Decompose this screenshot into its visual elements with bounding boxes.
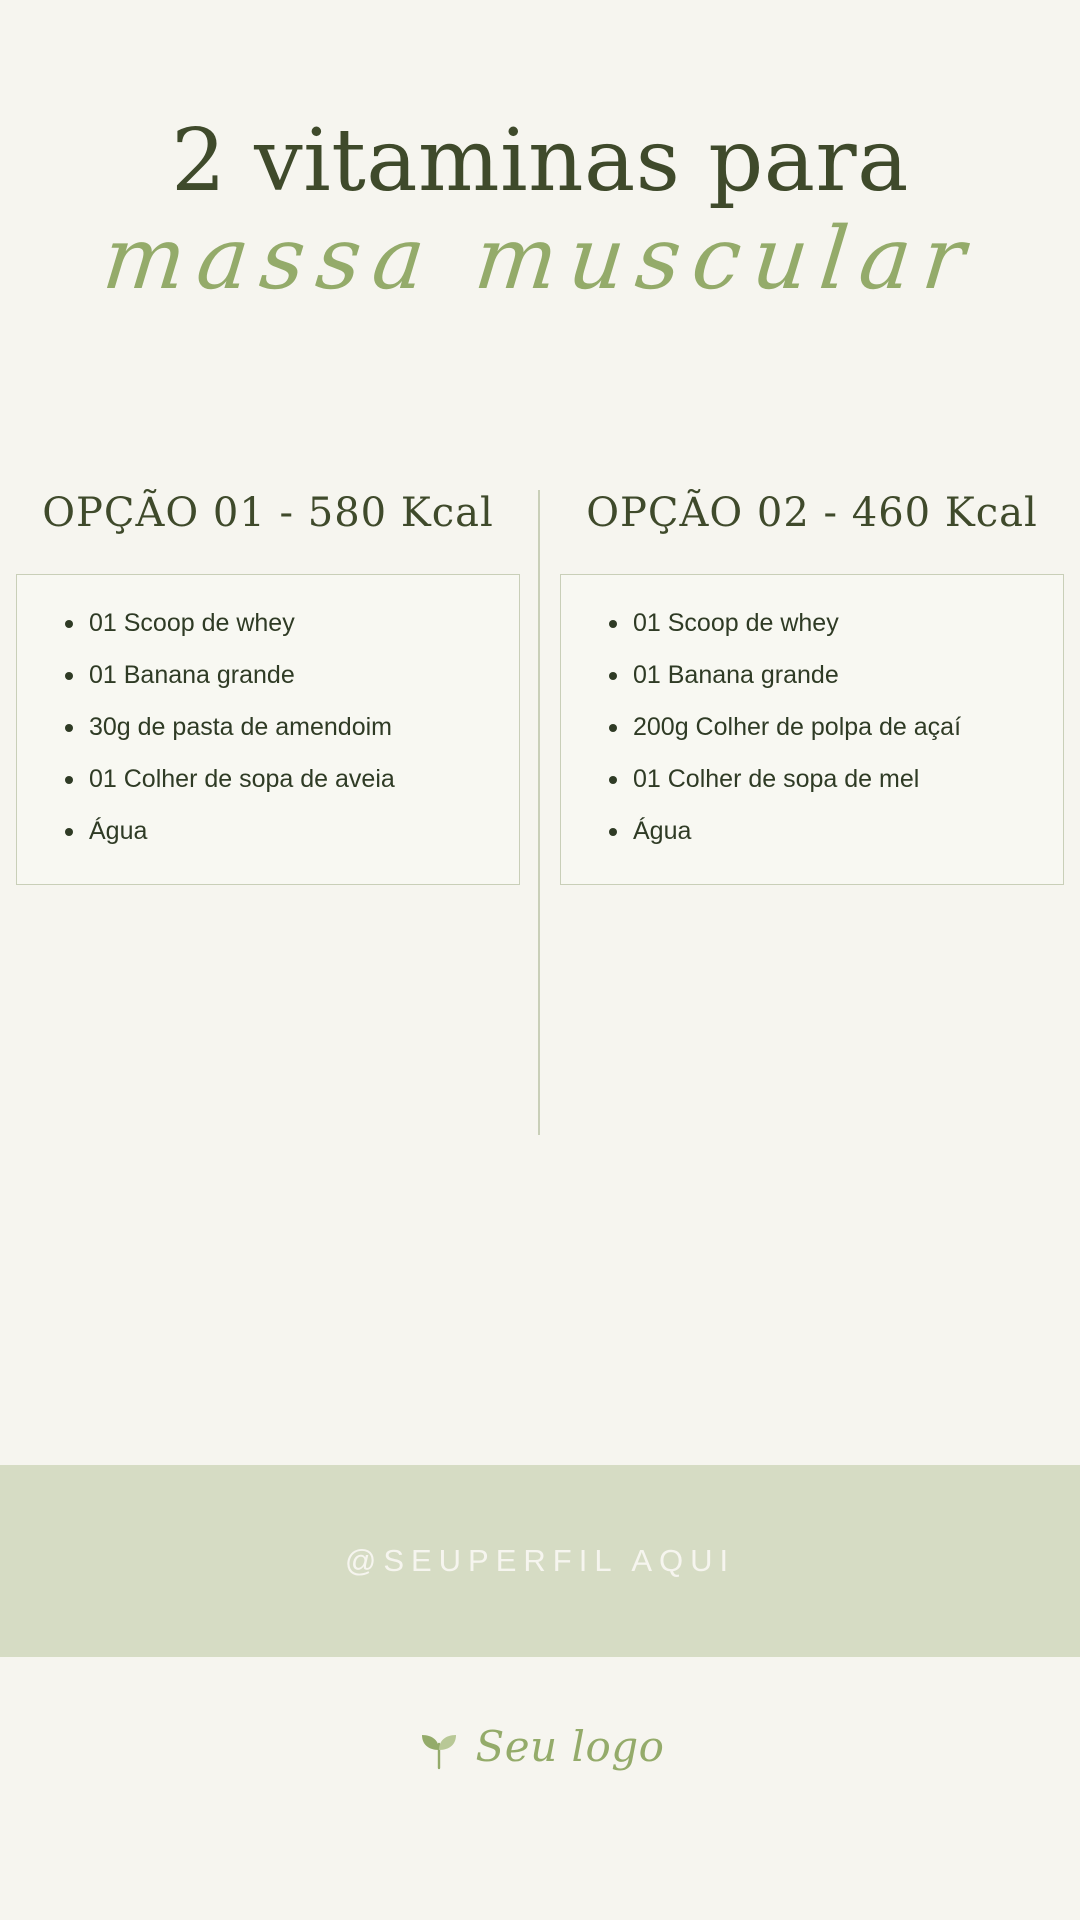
profile-handle: @SEUPERFIL AQUI xyxy=(344,1543,736,1578)
option-2-heading: OPÇÃO 02 - 460 Kcal xyxy=(586,490,1038,536)
list-item: Água xyxy=(591,819,1033,844)
option-column-2 xyxy=(560,490,1064,885)
list-item: 01 Scoop de whey xyxy=(591,611,1033,636)
list-item: 01 Scoop de whey xyxy=(47,611,489,636)
list-item: 30g de pasta de amendoim xyxy=(47,715,489,740)
list-item: 01 Banana grande xyxy=(591,663,1033,688)
title-block xyxy=(0,111,1080,309)
list-item: Água xyxy=(47,819,489,844)
page-title-line-1: 2 vitaminas para xyxy=(171,111,909,211)
logo-text: Seu logo xyxy=(475,1722,665,1771)
leaf-icon xyxy=(416,1724,462,1770)
handle-band xyxy=(0,1465,1080,1657)
page-title-line-2: massa muscular xyxy=(98,209,982,309)
footer-logo xyxy=(0,1722,1080,1771)
option-2-ingredient-list xyxy=(591,611,1033,844)
option-2-ingredient-box xyxy=(560,574,1064,885)
list-item: 01 Banana grande xyxy=(47,663,489,688)
option-1-ingredient-box xyxy=(16,574,520,885)
list-item: 01 Colher de sopa de aveia xyxy=(47,767,489,792)
option-1-heading: OPÇÃO 01 - 580 Kcal xyxy=(42,490,494,536)
option-column-1 xyxy=(16,490,520,885)
list-item: 01 Colher de sopa de mel xyxy=(591,767,1033,792)
option-1-ingredient-list xyxy=(47,611,489,844)
options-container xyxy=(0,490,1080,885)
list-item: 200g Colher de polpa de açaí xyxy=(591,715,1033,740)
